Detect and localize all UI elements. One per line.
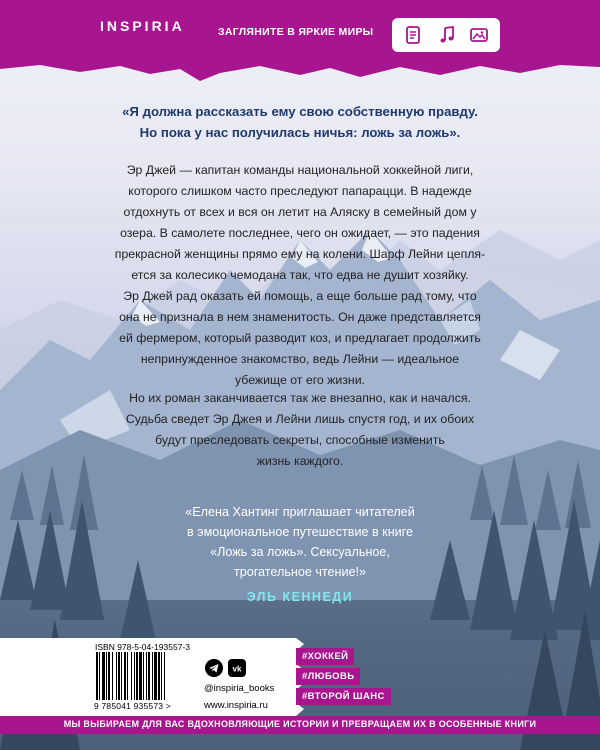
text-line: озера. В самолете последнее, чего он ожидает, — это падения <box>120 226 480 240</box>
barcode-bar <box>158 652 160 700</box>
barcode-bar <box>164 652 165 700</box>
text-line: жизнь каждого. <box>256 454 344 468</box>
review-quote <box>60 502 540 582</box>
social-handle[interactable]: @inspiria_books <box>204 683 275 694</box>
barcode-bar <box>148 652 150 700</box>
publisher-logo: INSPIRIA <box>100 18 185 34</box>
music-note-icon <box>437 25 457 45</box>
genre-tags <box>296 648 406 708</box>
barcode-image <box>95 652 197 702</box>
top-brand-bar <box>0 0 600 64</box>
isbn-number: ISBN 978-5-04-193557-3 <box>95 642 190 652</box>
text-line: убежище от его жизни. <box>235 373 365 387</box>
bottom-slogan: МЫ ВЫБИРАЕМ ДЛЯ ВАС ВДОХНОВЛЯЮЩИЕ ИСТОРИИ И ПРЕВРАЩАЕМ ИХ В ОСОБЕННЫЕ КНИГИ <box>63 719 537 729</box>
tag-love: #ЛЮБОВЬ <box>296 668 360 685</box>
bottom-slogan-strip <box>0 716 600 734</box>
lead-quote-line: Но пока у нас получилась ничья: ложь за ложь». <box>139 125 461 140</box>
barcode-bar <box>99 652 100 700</box>
barcode-bar <box>124 652 126 700</box>
tag-second-chance: #ВТОРОЙ ШАНС <box>296 688 391 705</box>
barcode-digits: 9 785041 935573 > <box>94 701 171 711</box>
barcode-bar <box>102 652 105 700</box>
text-line: непринужденное знакомство, ведь Лейни — идеальное <box>140 352 460 366</box>
ebook-icon <box>403 25 423 45</box>
text-line: ей фермером, который разводит коз, и предлагает продолжить <box>119 331 481 345</box>
review-quote-line: в эмоциональное путешествие в книге <box>186 525 414 539</box>
barcode-bar <box>139 652 142 700</box>
image-icon <box>469 25 489 45</box>
vk-icon[interactable] <box>228 659 246 677</box>
text-line: отдохнуть от всех и вся он летит на Аляску в семейный дом у <box>123 205 477 219</box>
review-author: ЭЛЬ КЕННЕДИ <box>246 590 354 604</box>
website-link[interactable]: www.inspiria.ru <box>204 700 268 711</box>
media-icons-box <box>392 18 500 52</box>
barcode-bar <box>116 652 117 700</box>
barcode-bar <box>108 652 110 700</box>
lead-quote <box>60 101 540 143</box>
bar-mountain-edge <box>0 63 600 83</box>
text-line: Судьба сведет Эр Джея и Лейни лишь спустя год, и их обоих <box>125 412 475 426</box>
barcode-bar <box>131 652 132 700</box>
barcode-bar <box>127 652 128 700</box>
barcode-bar <box>154 652 157 700</box>
review-quote-line: трогательное чтение!» <box>233 565 367 579</box>
telegram-icon[interactable] <box>205 659 223 677</box>
synopsis-paragraph-1 <box>60 160 540 391</box>
text-line: Но их роман заканчивается так же внезапно, как и начался. <box>129 391 471 405</box>
barcode-bar <box>161 652 162 700</box>
barcode-bar <box>118 652 120 700</box>
lead-quote-line: «Я должна рассказать ему свою собственную правду. <box>122 104 478 119</box>
barcode-bar <box>106 652 107 700</box>
review-quote-line: «Елена Хантинг приглашает читателей <box>185 505 415 519</box>
text-line: которого слишком часто преследуют папарацци. В надежде <box>128 184 472 198</box>
svg-text:vk: vk <box>232 664 242 674</box>
tag-hockey: #ХОККЕЙ <box>296 648 354 665</box>
text-line: она не признала в нем знаменитость. Он даже представляется <box>119 310 481 324</box>
publisher-tagline: ЗАГЛЯНИТЕ В ЯРКИЕ МИРЫ <box>218 26 374 38</box>
synopsis-paragraph-2 <box>60 388 540 472</box>
barcode-bar <box>112 652 113 700</box>
text-line: ется за колесико чемодана так, что едва не душит хозяйку. <box>131 268 469 282</box>
barcode-bar <box>136 652 138 700</box>
review-quote-line: «Ложь за ложь». Сексуальное, <box>210 545 390 559</box>
barcode-bar <box>134 652 135 700</box>
barcode-bar <box>152 652 153 700</box>
text-line: Эр Джей рад оказать ей помощь, а еще больше рад тому, что <box>123 289 477 303</box>
text-line: прекрасной женщины прямо ему на колени. Шарф Лейни цепля- <box>114 247 486 261</box>
text-line: Эр Джей — капитан команды национальной хоккейной лиги, <box>126 163 474 177</box>
barcode-bar <box>121 652 122 700</box>
barcode-bar <box>146 652 147 700</box>
text-line: будут преследовать секреты, способные изменить <box>155 433 445 447</box>
barcode-bar <box>143 652 144 700</box>
barcode-bar <box>96 652 98 700</box>
